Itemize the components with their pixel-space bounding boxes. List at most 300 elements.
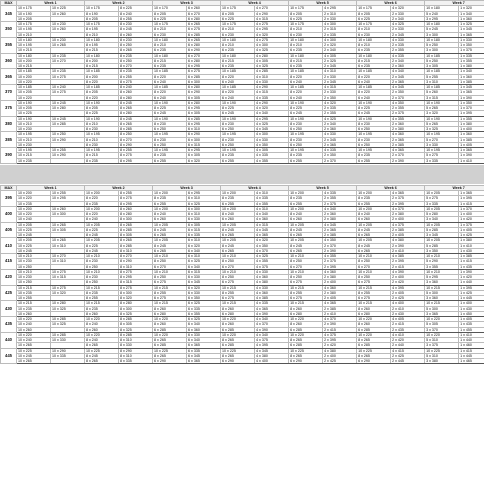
set-rep-cell: 8 x 215 [85,48,119,53]
set-rep-cell: 10 x 195 [85,148,119,153]
set-rep-cell: 4 x 330 [255,269,289,274]
set-rep-cell: 2 x 410 [391,306,425,311]
set-rep-cell: 6 x 340 [187,248,221,253]
set-rep-cell: 1 x 395 [459,111,484,116]
set-rep-cell: 10 x 220 [17,317,51,322]
set-rep-cell: 10 x 265 [51,43,85,48]
set-rep-cell: 8 x 230 [221,121,255,126]
set-rep-cell: 3 x 310 [425,79,459,84]
set-rep-cell: 8 x 300 [119,306,153,311]
set-rep-cell: 6 x 235 [153,48,187,53]
set-rep-cell: 6 x 280 [153,311,187,316]
set-rep-cell: 10 x 205 [425,222,459,227]
set-rep-cell: 4 x 335 [323,191,357,196]
set-rep-cell: 8 x 285 [119,227,153,232]
set-rep-cell: 4 x 375 [391,222,425,227]
set-rep-cell: 1 x 445 [459,296,484,301]
set-rep-cell: 5 x 280 [425,212,459,217]
set-rep-cell: 10 x 200 [221,191,255,196]
set-rep-cell: 8 x 225 [289,106,323,111]
set-rep-cell: 2 x 370 [391,95,425,100]
set-rep-cell: 2 x 340 [391,58,425,63]
set-rep-cell: 10 x 325 [51,306,85,311]
set-rep-cell: 2 x 330 [391,11,425,16]
set-rep-cell: 8 x 230 [221,137,255,142]
set-rep-cell: 2 x 330 [323,90,357,95]
set-rep-cell: 8 x 220 [85,95,119,100]
set-rep-cell: 1 x 435 [459,322,484,327]
set-rep-cell: 6 x 245 [289,111,323,116]
set-rep-cell: 10 x 240 [17,322,51,327]
set-rep-cell: 3 x 300 [425,32,459,37]
set-rep-cell: 1 x 400 [459,127,484,132]
table-row [1,359,484,364]
set-rep-cell: 10 x 190 [221,116,255,121]
set-rep-cell: 8 x 290 [119,142,153,147]
set-rep-cell: 10 x 215 [425,301,459,306]
set-rep-cell: 1 x 420 [459,217,484,222]
set-rep-cell: 8 x 290 [119,348,153,353]
set-rep-cell: 4 x 360 [255,290,289,295]
set-rep-cell: 4 x 335 [255,301,289,306]
set-rep-cell: 8 x 260 [119,206,153,211]
set-rep-cell: 2 x 320 [323,43,357,48]
set-rep-cell: 4 x 355 [255,201,289,206]
set-rep-cell: 2 x 395 [323,264,357,269]
set-rep-cell: 8 x 265 [153,338,187,343]
set-rep-cell: 8 x 265 [119,106,153,111]
max-value: 375 [1,100,17,116]
set-rep-cell: 8 x 240 [119,85,153,90]
set-rep-cell: 10 x 200 [85,206,119,211]
set-rep-cell: 2 x 345 [323,79,357,84]
set-rep-cell: 10 x 210 [17,254,51,259]
set-rep-cell: 8 x 225 [85,111,119,116]
set-rep-cell: 6 x 260 [187,6,221,11]
set-rep-cell: 1 x 370 [459,106,484,111]
set-rep-cell: 10 x 295 [51,196,85,201]
set-rep-cell: 4 x 310 [255,191,289,196]
set-rep-cell: 10 x 185 [289,69,323,74]
set-rep-cell: 6 x 225 [289,16,323,21]
set-rep-cell: 2 x 355 [323,111,357,116]
week-7-header: Week 7 [425,185,484,190]
set-rep-cell: 10 x 205 [85,222,119,227]
set-rep-cell: 2 x 395 [323,338,357,343]
set-rep-cell: 6 x 240 [289,79,323,84]
set-rep-cell: 6 x 365 [187,359,221,364]
set-rep-cell: 4 x 305 [255,148,289,153]
set-rep-cell: 8 x 260 [119,90,153,95]
set-rep-cell: 2 x 395 [391,201,425,206]
set-rep-cell: 2 x 405 [391,290,425,295]
set-rep-cell: 3 x 325 [425,127,459,132]
set-rep-cell: 1 x 405 [459,317,484,322]
set-rep-cell: 10 x 240 [17,338,51,343]
set-rep-cell: 10 x 215 [85,285,119,290]
set-rep-cell: 2 x 410 [391,248,425,253]
set-rep-cell: 8 x 235 [221,153,255,158]
set-rep-cell: 10 x 220 [425,332,459,337]
set-rep-cell: 10 x 255 [51,148,85,153]
set-rep-cell: 10 x 205 [221,238,255,243]
set-rep-cell: 6 x 270 [357,264,391,269]
set-rep-cell: 2 x 350 [323,95,357,100]
set-rep-cell: 10 x 190 [221,100,255,105]
set-rep-cell: 10 x 215 [221,301,255,306]
set-rep-cell: 10 x 215 [85,301,119,306]
set-rep-cell: 5 x 310 [425,353,459,358]
set-rep-cell: 6 x 245 [221,111,255,116]
set-rep-cell: 8 x 210 [289,27,323,32]
set-rep-cell: 10 x 205 [153,238,187,243]
set-rep-cell: 10 x 210 [289,254,323,259]
set-rep-cell: 8 x 260 [289,306,323,311]
set-rep-cell: 8 x 205 [153,11,187,16]
set-rep-cell: 4 x 325 [255,121,289,126]
set-rep-cell: 10 x 190 [289,116,323,121]
set-rep-cell: 8 x 265 [119,121,153,126]
max-value: 380 [1,116,17,132]
set-rep-cell: 10 x 220 [289,332,323,337]
set-rep-cell: 8 x 245 [85,248,119,253]
set-rep-cell: 10 x 180 [17,53,51,58]
set-rep-cell: 2 x 360 [323,212,357,217]
set-rep-cell: 6 x 345 [187,353,221,358]
set-rep-cell: 5 x 260 [425,90,459,95]
set-rep-cell: 10 x 275 [51,269,85,274]
set-rep-cell: 1 x 445 [459,353,484,358]
set-rep-cell: 5 x 300 [425,290,459,295]
set-rep-cell: 5 x 265 [425,106,459,111]
set-rep-cell: 10 x 230 [17,259,51,264]
set-rep-cell: 4 x 370 [255,248,289,253]
set-rep-cell: 2 x 380 [391,212,425,217]
set-rep-cell: 10 x 225 [153,348,187,353]
set-rep-cell: 10 x 175 [357,22,391,27]
set-rep-cell: 10 x 180 [153,37,187,42]
set-rep-cell: 10 x 265 [51,238,85,243]
set-rep-cell: 4 x 280 [255,53,289,58]
set-rep-cell: 6 x 235 [221,48,255,53]
set-rep-cell: 10 x 265 [17,359,51,364]
week-1-header: Week 1 [17,185,85,190]
set-rep-cell: 2 x 355 [323,196,357,201]
set-rep-cell: 6 x 255 [221,158,255,163]
set-rep-cell: 10 x 175 [289,22,323,27]
set-rep-cell: 6 x 250 [153,127,187,132]
set-rep-cell: 4 x 315 [255,16,289,21]
set-rep-cell: 2 x 345 [323,137,357,142]
set-rep-cell: 8 x 265 [153,353,187,358]
set-rep-cell: 1 x 385 [459,254,484,259]
set-rep-cell: 6 x 260 [153,217,187,222]
set-rep-cell: 6 x 240 [357,95,391,100]
set-rep-cell: 4 x 305 [323,53,357,58]
set-rep-cell: 3 x 340 [425,217,459,222]
set-rep-cell: 2 x 415 [391,264,425,269]
set-rep-cell: 8 x 275 [119,196,153,201]
set-rep-cell: 8 x 245 [153,227,187,232]
set-rep-cell: 8 x 210 [289,43,323,48]
set-rep-cell: 10 x 275 [51,285,85,290]
max-value: 365 [1,69,17,85]
set-rep-cell: 3 x 350 [425,248,459,253]
set-rep-cell: 8 x 250 [119,58,153,63]
set-rep-cell: 6 x 310 [187,238,221,243]
set-rep-cell: 8 x 220 [85,79,119,84]
set-rep-cell: 1 x 395 [459,196,484,201]
set-rep-cell: 1 x 400 [459,301,484,306]
set-rep-cell: 10 x 195 [357,132,391,137]
set-rep-cell: 4 x 365 [391,191,425,196]
table-body-bottom [1,191,484,364]
set-rep-cell [51,158,85,163]
set-rep-cell: 6 x 280 [187,85,221,90]
set-rep-cell: 6 x 235 [153,64,187,69]
set-rep-cell: 6 x 280 [289,311,323,316]
set-rep-cell: 1 x 450 [459,311,484,316]
set-rep-cell: 2 x 430 [391,311,425,316]
set-rep-cell: 10 x 175 [221,6,255,11]
set-rep-cell: 5 x 285 [425,243,459,248]
set-rep-cell: 8 x 210 [153,27,187,32]
set-rep-cell: 8 x 220 [357,74,391,79]
set-rep-cell: 6 x 280 [357,311,391,316]
set-rep-cell: 2 x 420 [323,343,357,348]
set-rep-cell: 10 x 235 [17,306,51,311]
set-rep-cell: 10 x 235 [51,53,85,58]
set-rep-cell: 4 x 295 [255,116,289,121]
set-rep-cell: 8 x 245 [357,243,391,248]
set-rep-cell: 10 x 260 [17,311,51,316]
set-rep-cell: 10 x 210 [221,254,255,259]
set-rep-cell: 8 x 245 [289,227,323,232]
set-rep-cell: 10 x 190 [425,116,459,121]
set-rep-cell: 1 x 360 [459,74,484,79]
set-rep-cell: 10 x 225 [17,243,51,248]
set-rep-cell: 8 x 220 [85,196,119,201]
set-rep-cell: 10 x 300 [51,212,85,217]
set-rep-cell: 10 x 190 [17,100,51,105]
set-rep-cell: 6 x 255 [357,201,391,206]
set-rep-cell: 10 x 225 [17,111,51,116]
set-rep-cell: 1 x 405 [459,227,484,232]
set-rep-cell: 10 x 210 [425,269,459,274]
set-rep-cell: 6 x 310 [187,254,221,259]
set-rep-cell: 8 x 235 [119,53,153,58]
set-rep-cell: 8 x 210 [357,43,391,48]
max-value: 345 [1,6,17,22]
set-rep-cell: 8 x 220 [221,74,255,79]
set-rep-cell: 6 x 260 [221,217,255,222]
set-rep-cell: 10 x 315 [51,275,85,280]
set-rep-cell: 6 x 320 [187,243,221,248]
set-rep-cell: 6 x 270 [187,11,221,16]
set-rep-cell: 8 x 235 [357,196,391,201]
set-rep-cell: 10 x 175 [17,6,51,11]
set-rep-cell: 10 x 270 [51,254,85,259]
set-rep-cell: 10 x 200 [289,191,323,196]
set-rep-cell: 4 x 380 [255,353,289,358]
set-rep-cell: 8 x 290 [119,259,153,264]
set-rep-cell: 2 x 350 [391,90,425,95]
set-rep-cell: 1 x 360 [459,16,484,21]
set-rep-cell: 10 x 230 [51,22,85,27]
set-rep-cell: 1 x 330 [459,37,484,42]
set-rep-cell: 6 x 250 [221,127,255,132]
set-rep-cell: 6 x 225 [153,16,187,21]
set-rep-cell: 10 x 215 [17,48,51,53]
set-rep-cell: 1 x 335 [459,53,484,58]
set-rep-cell: 4 x 330 [391,37,425,42]
set-rep-cell: 4 x 335 [255,196,289,201]
set-rep-cell: 4 x 345 [255,348,289,353]
set-rep-cell: 4 x 355 [255,259,289,264]
set-rep-cell: 6 x 345 [187,280,221,285]
max-table-bottom [0,185,484,365]
set-rep-cell: 10 x 210 [425,254,459,259]
set-rep-cell: 10 x 205 [17,106,51,111]
set-rep-cell: 8 x 250 [153,275,187,280]
set-rep-cell [51,359,85,364]
max-column-header: MAX [1,185,17,190]
set-rep-cell: 4 x 385 [391,254,425,259]
set-rep-cell: 8 x 240 [85,322,119,327]
set-rep-cell: 6 x 310 [187,196,221,201]
set-rep-cell: 8 x 220 [153,74,187,79]
set-rep-cell: 6 x 230 [153,32,187,37]
set-rep-cell: 3 x 375 [425,343,459,348]
set-rep-cell: 5 x 275 [425,153,459,158]
set-rep-cell: 5 x 290 [425,259,459,264]
max-value: 440 [1,332,17,348]
set-rep-cell: 10 x 185 [17,69,51,74]
max-value: 355 [1,37,17,53]
set-rep-cell: 8 x 285 [119,332,153,337]
set-rep-cell: 10 x 195 [85,132,119,137]
set-rep-cell: 10 x 205 [289,222,323,227]
set-rep-cell: 6 x 290 [187,132,221,137]
set-rep-cell: 4 x 300 [255,43,289,48]
set-rep-cell: 10 x 195 [425,132,459,137]
set-rep-cell: 10 x 185 [221,85,255,90]
set-rep-cell: 4 x 310 [255,74,289,79]
set-rep-cell: 6 x 260 [289,217,323,222]
set-rep-cell: 10 x 240 [51,85,85,90]
set-rep-cell: 6 x 290 [357,359,391,364]
set-rep-cell: 6 x 310 [187,127,221,132]
set-rep-cell: 10 x 225 [425,348,459,353]
max-value: 370 [1,85,17,101]
set-rep-cell: 6 x 350 [187,296,221,301]
set-rep-cell: 8 x 210 [85,32,119,37]
set-rep-cell: 4 x 290 [255,11,289,16]
set-rep-cell: 10 x 230 [17,127,51,132]
set-rep-cell: 10 x 260 [51,206,85,211]
set-rep-cell: 2 x 345 [391,74,425,79]
set-rep-cell: 8 x 265 [119,48,153,53]
set-rep-cell: 2 x 390 [323,322,357,327]
set-rep-cell: 6 x 280 [187,16,221,21]
set-rep-cell: 10 x 210 [85,269,119,274]
set-rep-cell: 2 x 395 [391,259,425,264]
set-rep-cell: 6 x 230 [357,32,391,37]
set-rep-cell: 8 x 225 [153,106,187,111]
max-value: 405 [1,222,17,238]
set-rep-cell: 6 x 305 [187,222,221,227]
set-rep-cell: 6 x 240 [357,79,391,84]
set-rep-cell: 2 x 380 [323,217,357,222]
set-rep-cell: 10 x 260 [51,11,85,16]
set-rep-cell: 2 x 325 [323,58,357,63]
set-rep-cell: 2 x 425 [323,359,357,364]
set-rep-cell: 10 x 200 [153,206,187,211]
set-rep-cell: 10 x 195 [221,132,255,137]
set-rep-cell: 10 x 190 [289,100,323,105]
week-3-header: Week 3 [153,185,221,190]
set-rep-cell: 8 x 230 [289,137,323,142]
set-rep-cell: 6 x 275 [221,280,255,285]
set-rep-cell: 10 x 205 [17,238,51,243]
set-rep-cell: 10 x 225 [51,6,85,11]
set-rep-cell: 6 x 340 [187,338,221,343]
max-value: 410 [1,238,17,254]
set-rep-cell: 10 x 205 [425,191,459,196]
set-rep-cell: 10 x 190 [153,116,187,121]
set-rep-cell: 10 x 335 [51,353,85,358]
set-rep-cell: 6 x 265 [357,233,391,238]
set-rep-cell: 2 x 375 [391,196,425,201]
set-rep-cell: 6 x 295 [187,191,221,196]
set-rep-cell: 6 x 285 [187,32,221,37]
set-rep-cell: 4 x 350 [255,243,289,248]
set-rep-cell: 10 x 210 [357,269,391,274]
set-rep-cell: 8 x 235 [153,196,187,201]
set-rep-cell: 10 x 215 [289,301,323,306]
set-rep-cell: 10 x 275 [51,90,85,95]
set-rep-cell: 8 x 245 [153,243,187,248]
set-rep-cell: 10 x 205 [357,222,391,227]
set-rep-cell: 2 x 445 [391,359,425,364]
set-rep-cell: 8 x 280 [119,95,153,100]
set-rep-cell: 4 x 360 [391,132,425,137]
set-rep-cell: 10 x 215 [221,285,255,290]
set-rep-cell: 6 x 285 [153,327,187,332]
set-rep-cell: 2 x 340 [323,121,357,126]
set-rep-cell: 10 x 185 [153,85,187,90]
set-rep-cell: 10 x 210 [17,269,51,274]
set-rep-cell: 6 x 275 [153,280,187,285]
set-rep-cell: 8 x 265 [289,338,323,343]
set-rep-cell: 1 x 350 [459,100,484,105]
set-rep-cell: 3 x 380 [425,359,459,364]
set-rep-cell: 8 x 240 [85,338,119,343]
set-rep-cell: 8 x 295 [119,201,153,206]
set-rep-cell: 6 x 235 [221,64,255,69]
set-rep-cell: 1 x 380 [459,121,484,126]
set-rep-cell: 6 x 235 [289,64,323,69]
set-rep-cell: 8 x 260 [153,322,187,327]
set-rep-cell: 10 x 205 [289,238,323,243]
set-rep-cell: 8 x 235 [289,196,323,201]
set-rep-cell: 4 x 325 [255,48,289,53]
week-5-header: Week 5 [289,1,357,6]
set-rep-cell: 10 x 190 [357,116,391,121]
set-rep-cell: 6 x 270 [221,264,255,269]
set-rep-cell: 10 x 215 [357,301,391,306]
set-rep-cell: 3 x 335 [425,158,459,163]
